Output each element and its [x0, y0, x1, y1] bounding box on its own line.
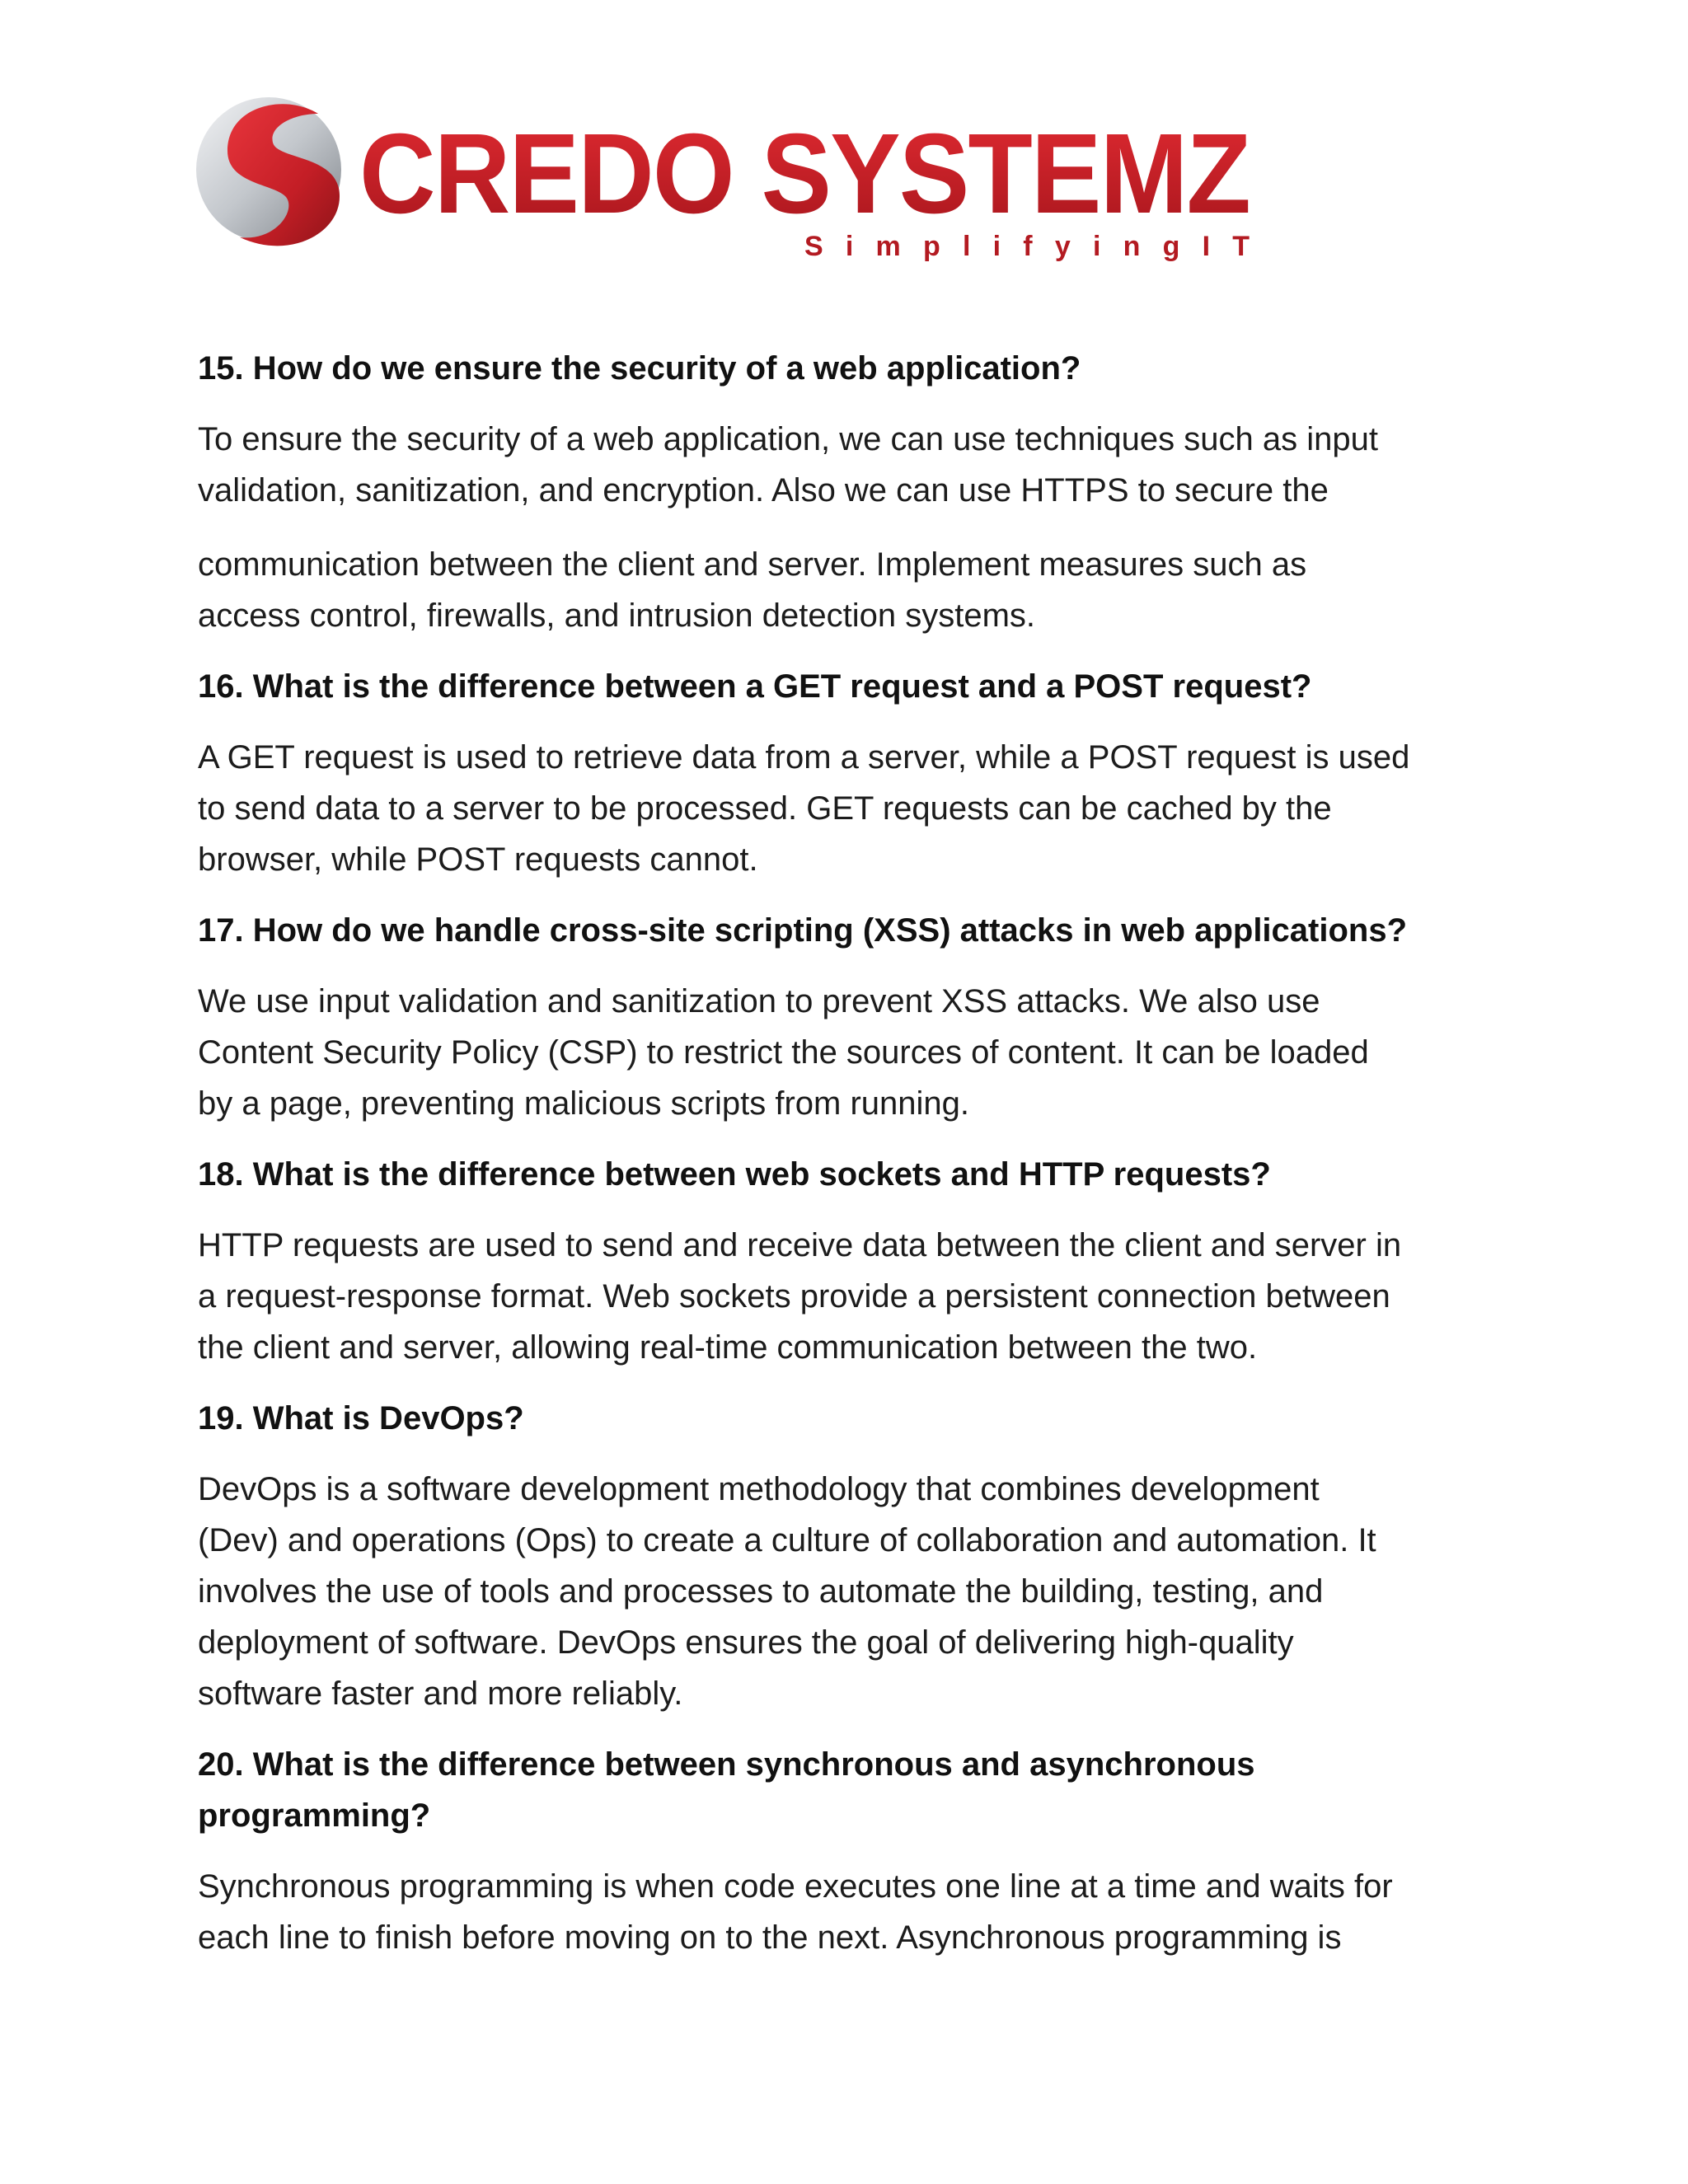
answer-line: software faster and more reliably.	[198, 1675, 683, 1712]
answer-line: the client and server, allowing real-time communication between the two.	[198, 1329, 1258, 1366]
logo-swirl-icon	[196, 97, 341, 246]
answer-line: Content Security Policy (CSP) to restrict the sources of content. It can be loaded	[198, 1034, 1369, 1071]
brand-tagline: S i m p l i f y i n g I T	[804, 231, 1250, 262]
answer-line: A GET request is used to retrieve data from a server, while a POST request is used	[198, 739, 1410, 776]
answer-line: deployment of software. DevOps ensures the goal of delivering high-quality	[198, 1624, 1294, 1661]
question-line: 15. How do we ensure the security of a web application?	[198, 350, 1081, 387]
question-line: 18. What is the difference between web sockets and HTTP requests?	[198, 1156, 1271, 1193]
answer-line: Synchronous programming is when code executes one line at a time and waits for	[198, 1868, 1393, 1905]
answer-line: involves the use of tools and processes to automate the building, testing, and	[198, 1573, 1324, 1610]
question-heading	[198, 661, 1500, 712]
answer-line: access control, firewalls, and intrusion detection systems.	[198, 598, 1035, 634]
question-heading	[198, 905, 1500, 956]
answer-paragraph	[198, 1861, 1500, 1963]
answer-line: each line to finish before moving on to the next. Asynchronous programming is	[198, 1919, 1342, 1956]
answer-line: browser, while POST requests cannot.	[198, 841, 758, 878]
answer-line: DevOps is a software development methodology that combines development	[198, 1471, 1320, 1507]
question-line: 17. How do we handle cross-site scripting (XSS) attacks in web applications?	[198, 912, 1408, 949]
answer-line: We use input validation and sanitization to prevent XSS attacks. We also use	[198, 983, 1320, 1019]
brand-name: CREDO SYSTEMZ	[359, 110, 1250, 237]
answer-line: by a page, preventing malicious scripts from running.	[198, 1085, 970, 1122]
answer-paragraph	[198, 976, 1500, 1129]
answer-line: validation, sanitization, and encryption. Also we can use HTTPS to secure the	[198, 472, 1329, 509]
answer-line: a request-response format. Web sockets provide a persistent connection between	[198, 1278, 1390, 1315]
question-line: 19. What is DevOps?	[198, 1400, 524, 1436]
answer-paragraph	[198, 1220, 1500, 1373]
paragraph-gap	[198, 516, 1500, 539]
question-line: programming?	[198, 1797, 431, 1834]
answer-line: to send data to a server to be processed. GET requests can be cached by the	[198, 790, 1332, 827]
question-heading	[198, 1739, 1500, 1841]
question-line: 20. What is the difference between synchronous and asynchronous	[198, 1746, 1255, 1783]
answer-line: HTTP requests are used to send and receive data between the client and server in	[198, 1227, 1402, 1263]
answer-paragraph	[198, 1464, 1500, 1719]
question-heading	[198, 343, 1500, 394]
qa-content	[198, 343, 1500, 1983]
question-heading	[198, 1149, 1500, 1200]
answer-line: communication between the client and server. Implement measures such as	[198, 546, 1307, 583]
credo-systemz-logo	[195, 97, 1266, 270]
answer-paragraph	[198, 732, 1500, 885]
answer-paragraph	[198, 414, 1500, 641]
answer-line: (Dev) and operations (Ops) to create a culture of collaboration and automation. It	[198, 1522, 1376, 1558]
question-line: 16. What is the difference between a GET request and a POST request?	[198, 668, 1312, 705]
answer-line: To ensure the security of a web application, we can use techniques such as input	[198, 421, 1378, 457]
question-heading	[198, 1393, 1500, 1444]
